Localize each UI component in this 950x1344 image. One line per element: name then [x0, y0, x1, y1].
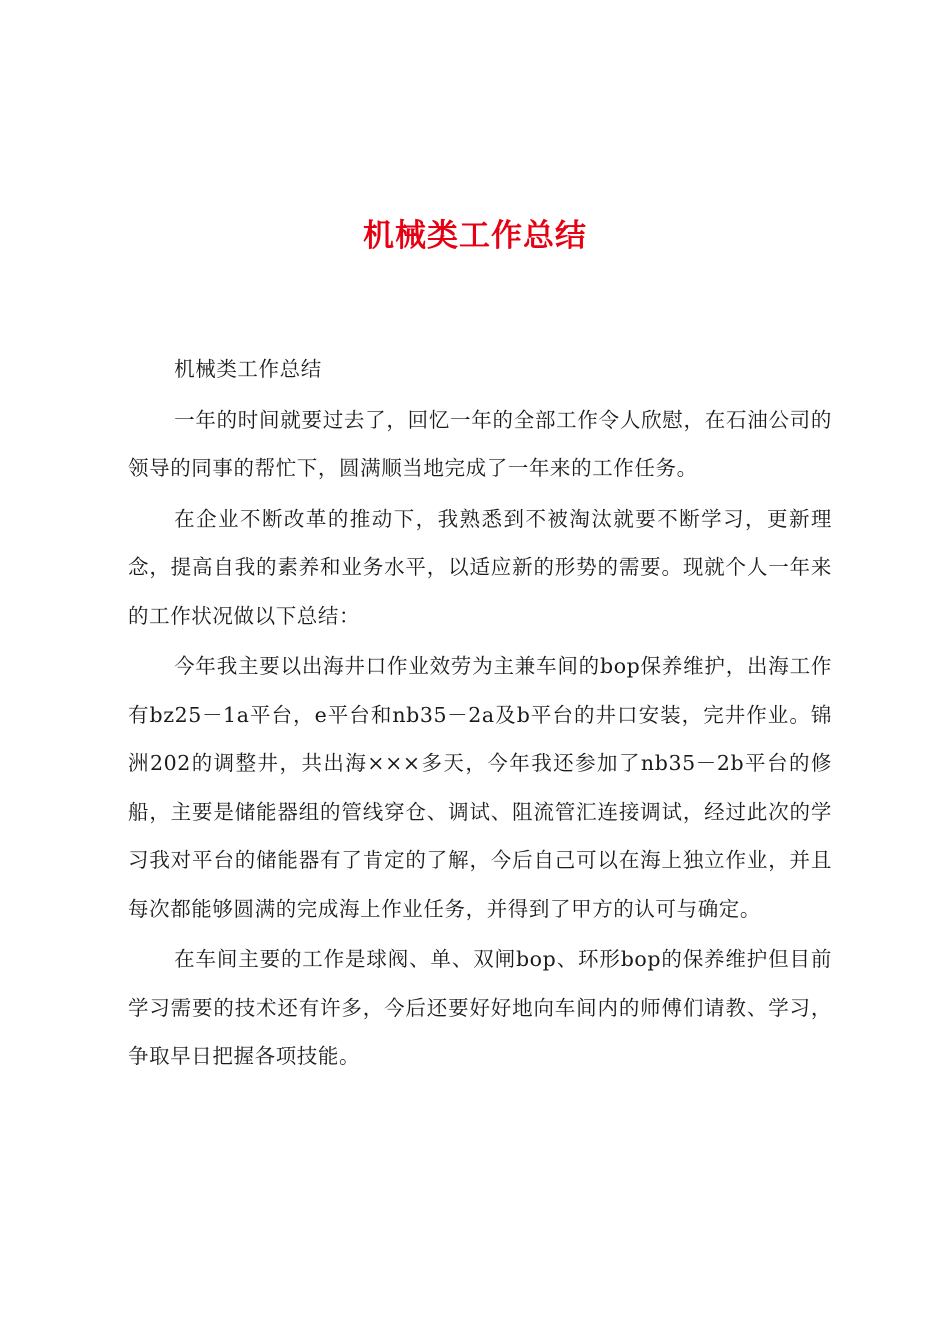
document-title: 机械类工作总结: [363, 218, 587, 254]
paragraph-intro: 一年的时间就要过去了，回忆一年的全部工作令人欣慰，在石油公司的领导的同事的帮忙下，圆满顺当地完成了一年来的工作任务。: [128, 407, 832, 480]
document-body: [128, 345, 832, 1081]
paragraph-subtitle: 机械类工作总结: [174, 357, 322, 381]
paragraph-offshore-work: 今年我主要以出海井口作业效劳为主兼车间的bop保养维护，出海工作有bz25－1a平台，e平台和nb35－2a及b平台的井口安装，完井作业。锦洲202的调整井，共出海×××多天，今年我还参加了nb35－2b平台的修船，主要是储能器组的管线穿仓、调试、阻流管汇连接调试，经过此次的学习我对平台的储能器有了肯定的了解，今后自己可以在海上独立作业，并且每次都能够圆满的完成海上作业任务，并得到了甲方的认可与确定。: [128, 654, 832, 921]
paragraph-workshop: 在车间主要的工作是球阀、单、双闸bop、环形bop的保养维护但目前学习需要的技术还有许多，今后还要好好地向车间内的师傅们请教、学习，争取早日把握各项技能。: [128, 947, 832, 1068]
paragraph-learning: 在企业不断改革的推动下，我熟悉到不被淘汰就要不断学习，更新理念，提高自我的素养和业务水平，以适应新的形势的需要。现就个人一年来的工作状况做以下总结：: [128, 506, 832, 628]
